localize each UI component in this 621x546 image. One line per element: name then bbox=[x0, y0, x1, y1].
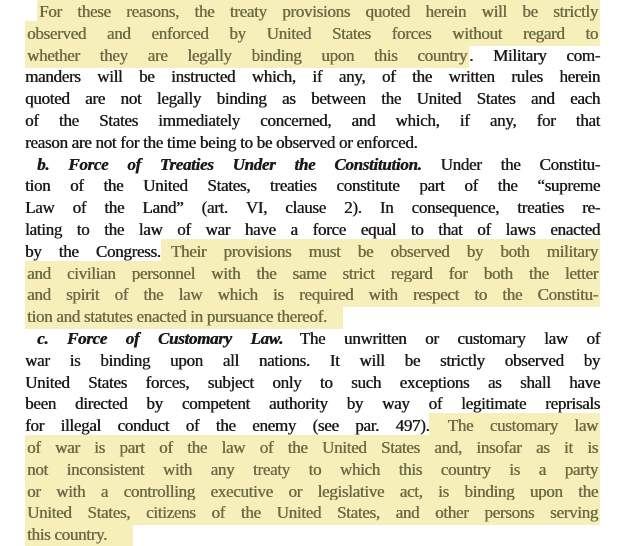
body-text: manders will be instructed which, if any, of the written rules herein bbox=[25, 67, 600, 87]
body-text: by the Congress. bbox=[25, 241, 161, 261]
highlighted-text: not inconsistent with any treaty to which this country is a party bbox=[25, 457, 600, 482]
body-text: United States forces, subject only to such exceptions as shall have bbox=[25, 372, 600, 392]
body-text: for illegal conduct of the enemy (see par. 497). bbox=[25, 416, 430, 436]
text-line bbox=[25, 459, 600, 481]
highlighted-text: For these reasons, the treaty provisions quoted herein will be strictly bbox=[37, 0, 600, 24]
body-text: war is binding upon all nations. It will be strictly observed by bbox=[25, 350, 600, 370]
text-line bbox=[25, 132, 600, 154]
body-text: . Military com- bbox=[469, 45, 600, 65]
text-line bbox=[25, 306, 600, 328]
highlighted-text: The customary law bbox=[429, 413, 600, 438]
text-line bbox=[25, 481, 600, 503]
heading-text: b. Force of Treaties Under the Constitution. bbox=[37, 154, 422, 174]
body-text: Law of the Land” (art. VI, clause 2). In consequence, treaties re- bbox=[25, 198, 600, 218]
highlighted-text: observed and enforced by United States forces without regard to bbox=[25, 21, 600, 46]
text-line bbox=[25, 393, 600, 415]
text-line bbox=[25, 45, 600, 67]
text-line bbox=[25, 502, 600, 524]
text-line bbox=[25, 437, 600, 459]
text-line bbox=[25, 154, 600, 176]
text-line bbox=[25, 1, 600, 23]
body-text: tion of the United States, treaties constitute part of the “supreme bbox=[25, 176, 600, 196]
highlighted-text: and civilian personnel with the same strict regard for both the letter bbox=[25, 261, 600, 286]
highlighted-text: Their provisions must be observed by both military bbox=[161, 239, 600, 264]
text-line bbox=[25, 110, 600, 132]
body-text: been directed by competent authority by way of legitimate reprisals bbox=[25, 394, 600, 414]
text-line bbox=[25, 350, 600, 372]
body-text: Under the Constitu- bbox=[421, 154, 600, 174]
highlighted-text: tion and statutes enacted in pursuance thereof. bbox=[25, 304, 343, 329]
highlighted-text: United States, citizens of the United States, and other persons serving bbox=[25, 500, 600, 525]
highlighted-text: and spirit of the law which is required with respect to the Constitu- bbox=[25, 282, 600, 307]
text-line bbox=[25, 241, 600, 263]
text-line bbox=[25, 372, 600, 394]
text-line bbox=[25, 197, 600, 219]
text-line bbox=[25, 415, 600, 437]
text-line bbox=[25, 23, 600, 45]
heading-text: c. Force of Customary Law. bbox=[37, 328, 283, 348]
text-line bbox=[25, 524, 600, 546]
text-line bbox=[25, 219, 600, 241]
body-text: lating to the law of war have a force equal to that of laws enacted bbox=[25, 219, 600, 239]
text-line bbox=[25, 284, 600, 306]
text-line bbox=[25, 66, 600, 88]
highlighted-text: whether they are legally binding upon this country bbox=[25, 43, 469, 68]
body-text: of the States immediately concerned, and which, if any, for that bbox=[25, 110, 600, 130]
highlighted-text: this country. bbox=[25, 522, 133, 546]
body-text: reason are not for the time being to be observed or enforced. bbox=[25, 132, 418, 152]
text-line bbox=[25, 263, 600, 285]
text-line bbox=[25, 328, 600, 350]
text-line bbox=[25, 175, 600, 197]
highlighted-text: of war is part of the law of the United States and, insofar as it is bbox=[25, 435, 600, 460]
body-text: quoted are not legally binding as between the United States and each bbox=[25, 89, 600, 109]
body-text: The unwritten or customary law of bbox=[283, 328, 600, 348]
text-line bbox=[25, 88, 600, 110]
highlighted-text: or with a controlling executive or legislative act, is binding upon the bbox=[25, 479, 600, 504]
